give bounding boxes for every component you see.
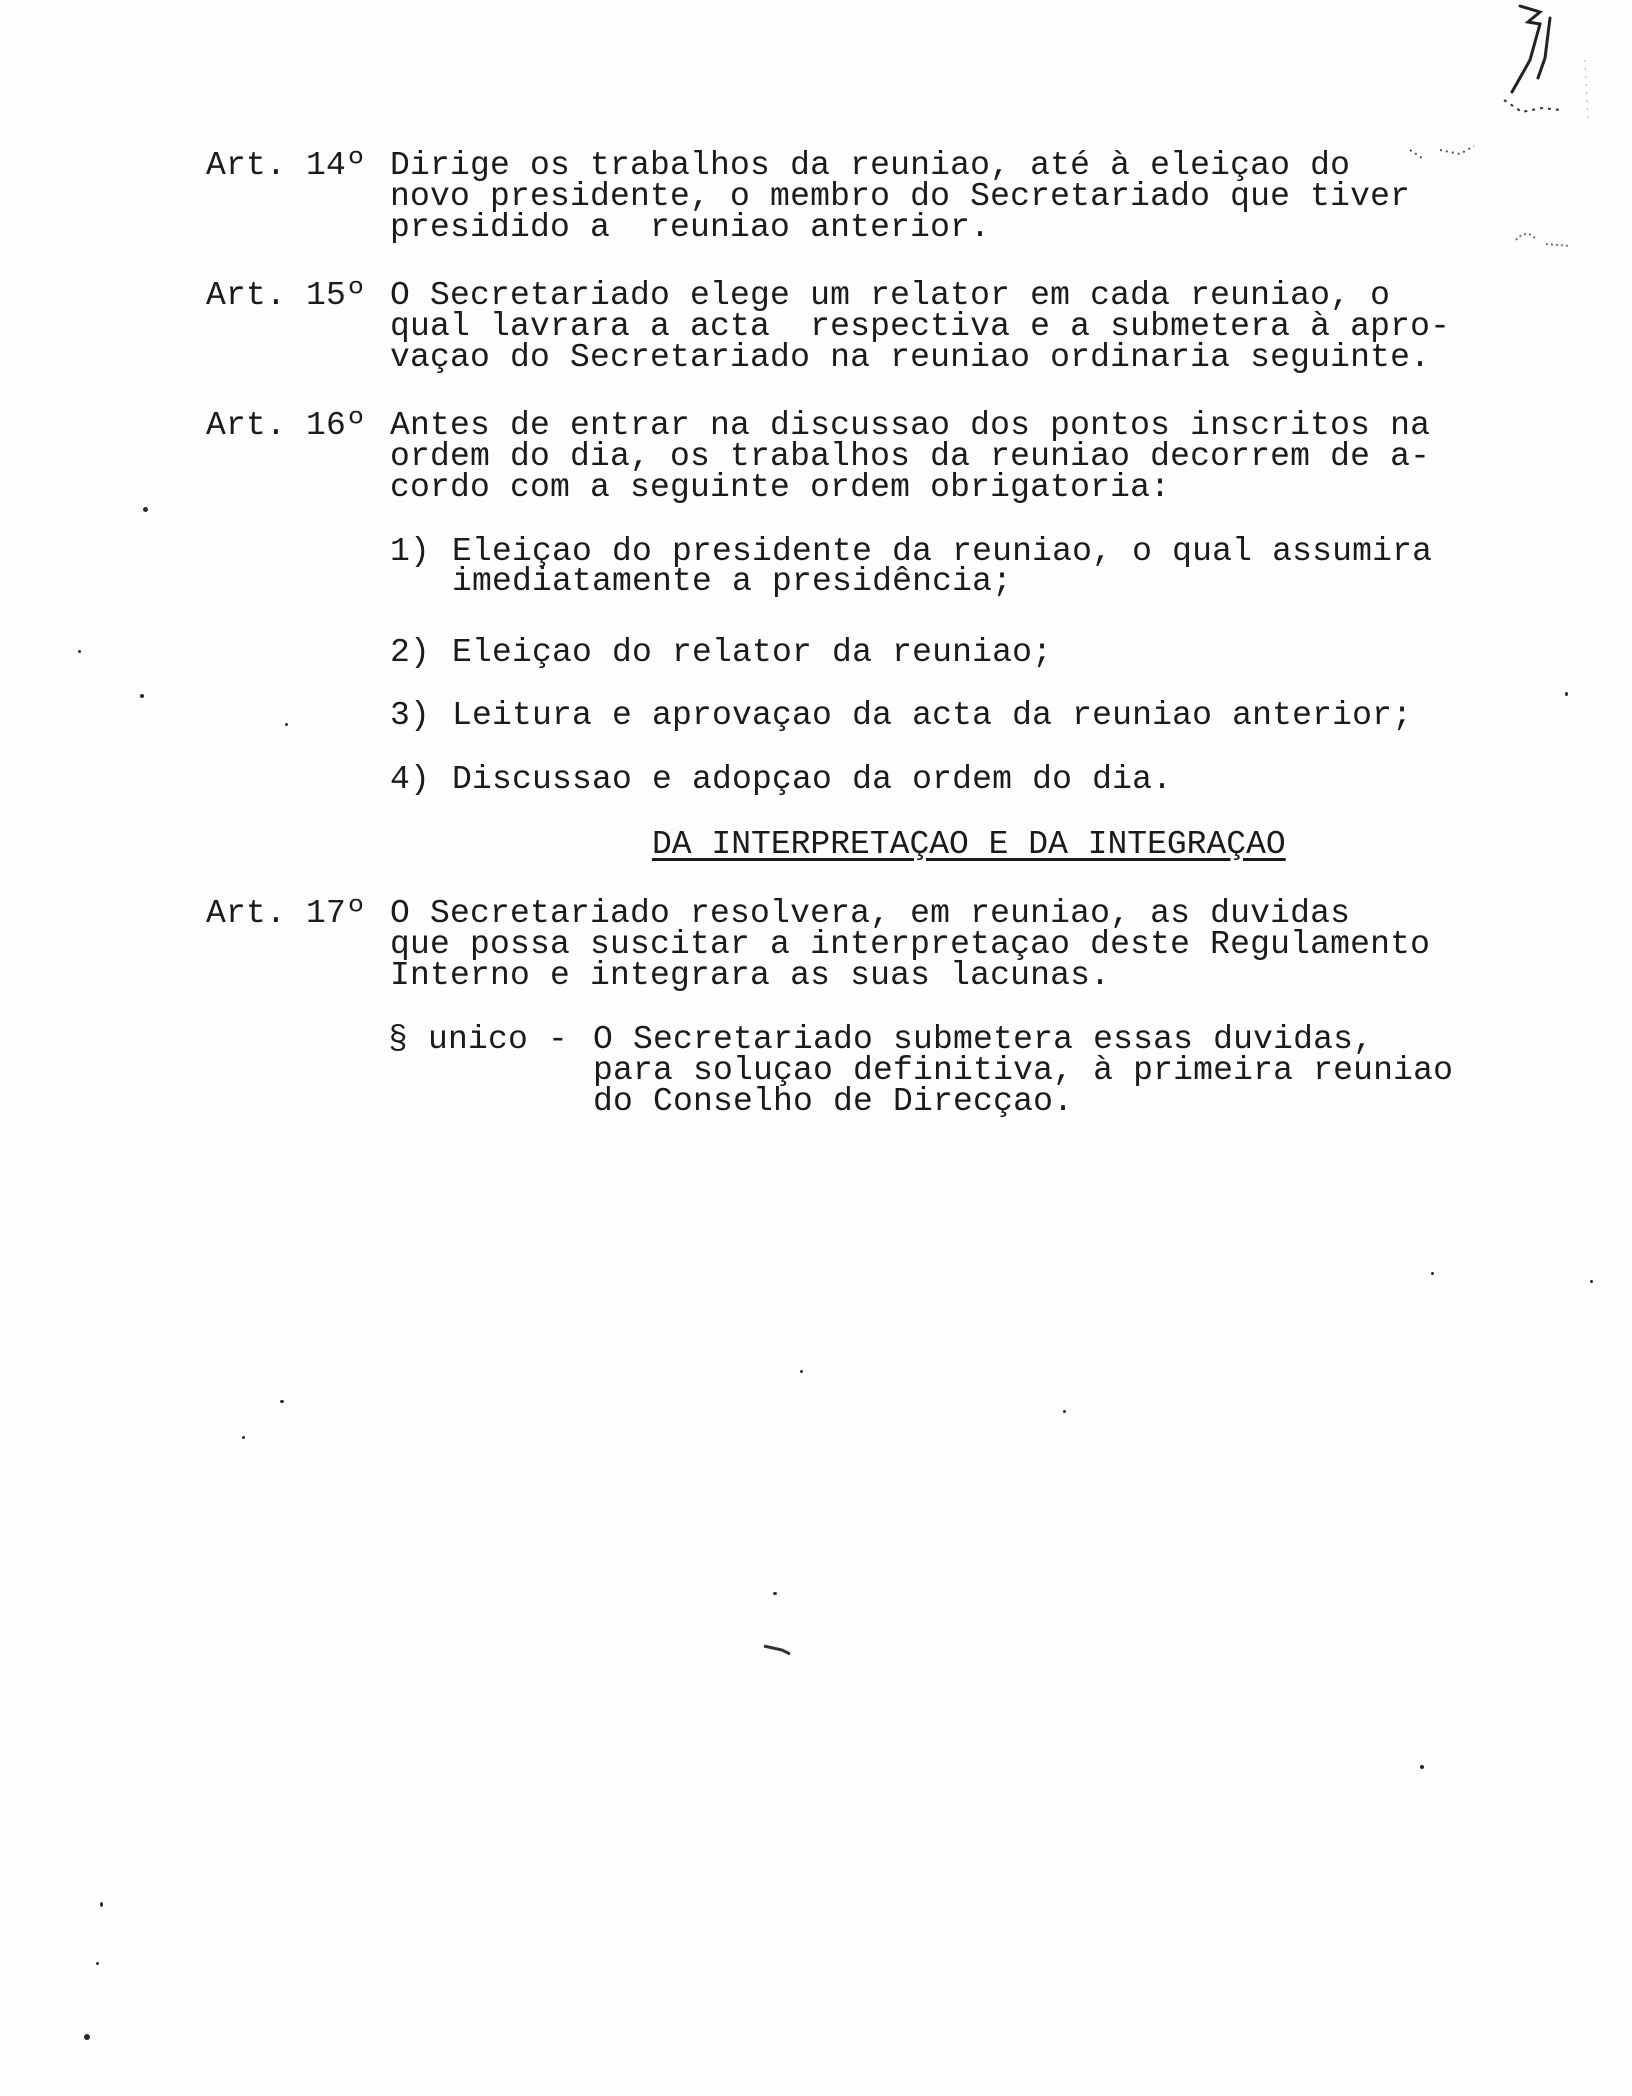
article-15-line-3: vaçao do Secretariado na reuniao ordinaria seguinte. [390,339,1431,376]
article-17-line-2: que possa suscitar a interpretaçao deste Regulamento [390,926,1431,963]
article-17-line-1: O Secretariado resolvera, em reuniao, as duvidas [390,895,1351,932]
scan-speck [96,1962,99,1965]
scan-speck [1590,1280,1593,1283]
scan-mark [760,1640,800,1660]
scan-speck [773,1592,777,1595]
article-17-line-3: Interno e integrara as suas lacunas. [390,957,1111,994]
article-16-label: Art. 16º [206,407,367,444]
list-item-3-number: 3) [390,697,431,734]
scan-speck [280,1400,284,1403]
list-item-4-number: 4) [390,761,431,798]
list-item-1-line-1: Eleiçao do presidente da reuniao, o qual assumira [452,533,1433,570]
scan-speck [140,694,144,698]
scan-speck [1063,1410,1066,1413]
article-14-line-3: presidido a reuniao anterior. [390,209,991,246]
list-item-2-number: 2) [390,634,431,671]
article-16-line-1: Antes de entrar na discussao dos pontos inscritos na [390,407,1431,444]
article-15-line-2: qual lavrara a acta respectiva e a submetera à apro- [390,308,1451,345]
scan-speck [78,650,81,653]
article-17-label: Art. 17º [206,895,367,932]
scan-speck [285,723,288,726]
list-item-3-line-1: Leitura e aprovaçao da acta da reuniao anterior; [452,697,1413,734]
scan-speck [242,1436,245,1439]
scan-speck [1420,1765,1424,1769]
article-16-line-2: ordem do dia, os trabalhos da reuniao decorrem de a- [390,438,1431,475]
article-14-line-1: Dirige os trabalhos da reuniao, até à eleiçao do [390,147,1351,184]
article-15-line-1: O Secretariado elege um relator em cada reuniao, o [390,277,1391,314]
list-item-2-line-1: Eleiçao do relator da reuniao; [452,634,1053,671]
paragraph-unico-line-1: O Secretariado submetera essas duvidas, [593,1021,1374,1058]
scan-speck [100,1902,103,1907]
paragraph-unico-label: § unico - [388,1021,569,1058]
article-14-label: Art. 14º [206,147,367,184]
scan-speck [800,1370,803,1373]
handwritten-annotation [1400,0,1632,270]
paragraph-unico-line-3: do Conselho de Direcçao. [593,1083,1074,1120]
paragraph-unico-line-2: para soluçao definitiva, à primeira reuniao [593,1052,1454,1089]
article-15-label: Art. 15º [206,277,367,314]
scan-speck [1565,692,1568,696]
article-16-line-3: cordo com a seguinte ordem obrigatoria: [390,469,1171,506]
scan-speck [1431,1272,1434,1275]
list-item-1-number: 1) [390,533,431,570]
list-item-1-line-2: imediatamente a presidência; [452,563,1013,600]
list-item-4-line-1: Discussao e adopçao da ordem do dia. [452,761,1173,798]
scan-speck [143,507,148,512]
section-heading: DA INTERPRETAÇAO E DA INTEGRAÇAO [652,826,1286,863]
article-14-line-2: novo presidente, o membro do Secretariado que tiver [390,178,1411,215]
scan-speck [84,2034,90,2040]
